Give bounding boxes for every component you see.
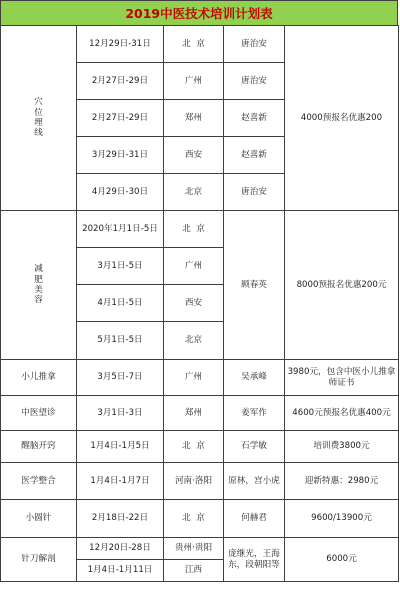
table-row [1,211,399,248]
city-cell: 北京 [164,322,224,360]
note-cell: 8000预报名优惠200元 [285,211,399,360]
note-cell: 9600/13900元 [285,500,399,538]
teacher-cell: 何赫君 [224,500,285,538]
schedule-table [0,25,399,582]
table-row [1,26,399,63]
course-cell: 医学整合 [1,463,77,500]
course-cell: 小圆针 [1,500,77,538]
note-cell: 培训费3800元 [285,431,399,463]
table-row [1,538,399,560]
table-row [1,431,399,463]
course-cell: 醒脑开窍 [1,431,77,463]
date-cell: 12月29日-31日 [77,26,164,63]
teacher-cell: 庞继光，王海东，段朝阳等 [224,538,285,582]
city-cell: 广州 [164,63,224,100]
teacher-cell: 姜军作 [224,396,285,431]
city-cell: 江西 [164,560,224,582]
city-cell: 广州 [164,360,224,396]
date-cell: 2月18日-22日 [77,500,164,538]
note-cell: 迎新特惠：2980元 [285,463,399,500]
date-cell: 5月1日-5日 [77,322,164,360]
date-cell: 1月4日-1月5日 [77,431,164,463]
date-cell: 3月1日-5日 [77,248,164,285]
date-cell: 3月29日-31日 [77,137,164,174]
city-cell: 广州 [164,248,224,285]
course-cell [1,26,77,211]
teacher-cell: 唐治安 [224,174,285,211]
date-cell: 1月4日-1月11日 [77,560,164,582]
teacher-cell: 顾春英 [224,211,285,360]
teacher-cell: 石学敏 [224,431,285,463]
date-cell: 4月29日-30日 [77,174,164,211]
teacher-cell: 唐治安 [224,26,285,63]
table-row [1,463,399,500]
teacher-cell: 赵喜新 [224,137,285,174]
date-cell: 12月20日-28日 [77,538,164,560]
city-cell: 贵州·贵阳 [164,538,224,560]
date-cell: 3月1日-3日 [77,396,164,431]
table-title: 2019中医技术培训计划表 [0,0,398,26]
table-row [1,360,399,396]
city-cell: 北 京 [164,26,224,63]
course-cell: 小儿推拿 [1,360,77,396]
teacher-cell: 吴承峰 [224,360,285,396]
city-cell: 郑州 [164,100,224,137]
city-cell: 郑州 [164,396,224,431]
date-cell: 1月4日-1月7日 [77,463,164,500]
city-cell: 北 京 [164,431,224,463]
date-cell: 2月27日-29日 [77,63,164,100]
course-cell [1,211,77,360]
city-cell: 北 京 [164,211,224,248]
city-cell: 西安 [164,137,224,174]
course-name: 减 肥 美 容 [34,264,43,306]
date-cell: 4月1日-5日 [77,285,164,322]
teacher-cell: 唐治安 [224,63,285,100]
table-row [1,500,399,538]
city-cell: 北京 [164,174,224,211]
course-cell: 中医望诊 [1,396,77,431]
note-cell: 6000元 [285,538,399,582]
date-cell: 2月27日-29日 [77,100,164,137]
city-cell: 西安 [164,285,224,322]
table-row [1,396,399,431]
note-cell: 3980元，包含中医小儿推拿师证书 [285,360,399,396]
teacher-cell: 原林，宫小虎 [224,463,285,500]
note-cell: 4600元预报名优惠400元 [285,396,399,431]
note-cell: 4000预报名优惠200 [285,26,399,211]
course-name: 穴 位 埋 线 [34,97,43,139]
course-cell: 针刀解剖 [1,538,77,582]
date-cell: 2020年1月1日-5日 [77,211,164,248]
city-cell: 河南·洛阳 [164,463,224,500]
city-cell: 北 京 [164,500,224,538]
date-cell: 3月5日-7日 [77,360,164,396]
teacher-cell: 赵喜新 [224,100,285,137]
